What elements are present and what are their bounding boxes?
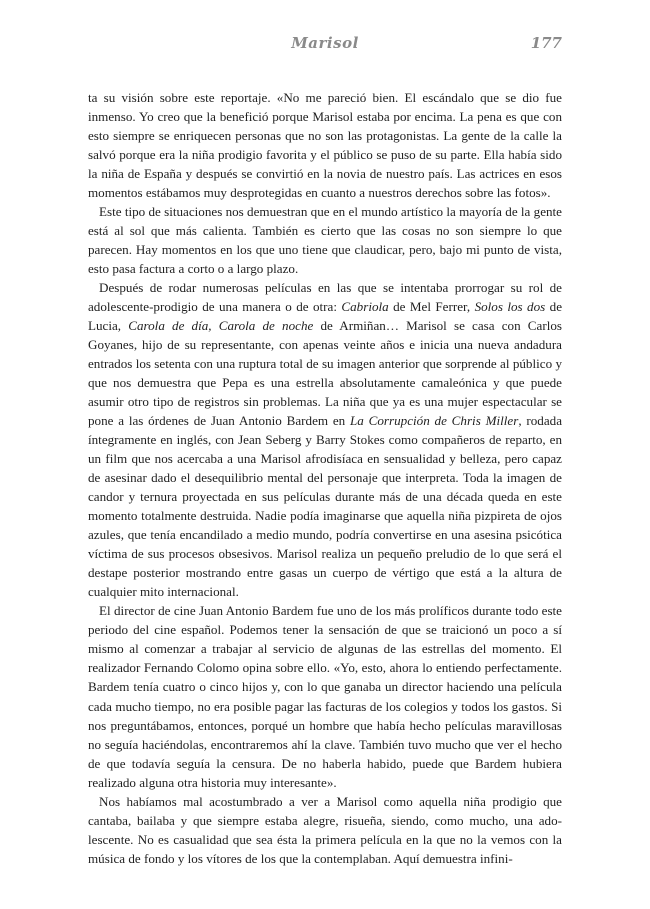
text-run: Este tipo de situaciones nos demuestran que en el mundo artístico la mayoría de la gente está al sol que más calienta. También es cierto que las cosas no son siempre lo que parecen. Hay momentos en los que uno tiene que claudicar, pero, bajo mi punto de vista, esto pasa factura a corto o a largo plazo. xyxy=(88,204,562,277)
paragraph xyxy=(88,278,562,601)
text-run: de Armiñan… Marisol se casa con Carlos Goyanes, hijo de su representante, con apenas veinte años e inicia una nueva andadura entrados los setenta con una ruptura total de su imagen anterior que sorprende al público y que nos demuestra que Pepa es una estrella absolutamente camaleónica y que puede asumir otro tipo de registros sin problemas. La niña que ya es una mujer espectacular se pone a las órdenes de Juan Antonio Bardem en xyxy=(88,318,562,429)
page-number: 177 xyxy=(530,34,562,52)
italic-title: Carola de día, Carola de noche xyxy=(128,318,314,334)
text-run: de Mel Ferrer, xyxy=(388,299,475,315)
italic-title: Cabriola xyxy=(341,299,389,315)
paragraph xyxy=(88,601,562,791)
body-text xyxy=(88,88,562,868)
text-run: Después de rodar numerosas películas en las que se intentaba prorrogar su rol de adolescente-prodigio de una manera o de otra: xyxy=(88,280,562,315)
text-run: Nos habíamos mal acostumbrado a ver a Marisol como aquella niña prodigio que cantaba, bailaba y que siempre estaba alegre, risueña, siendo, como mucho, una adolescente. No es casualidad que sea ésta la primera película en la que no la vemos con la música de fondo y los vítores de los que la contemplaban. Aquí demuestra infini- xyxy=(88,793,562,866)
paragraph xyxy=(88,792,562,868)
text-run: de Lucia, xyxy=(88,299,563,334)
text-run: El director de cine Juan Antonio Bardem fue uno de los más prolíficos durante todo este periodo del cine español. Podemos tener la sensación de que se traicionó un poco a sí mismo al comenzar a trabajar al servicio de algunas de las estrellas del momento. El realizador Fernando Colomo opina sobre ello. «Yo, esto, ahora lo entiendo perfectamente. Bardem tenía cuatro o cinco hijos y, con lo que ganaba un director haciendo una película cada mucho tiempo, no era posible pagar las facturas de los colegios y todos los gastos. Si nos preguntábamos, entonces, porqué un hombre que había hecho películas maravillosas no seguía haciéndolas, encontraremos ahí la clave. También tuvo mucho que ver el hecho de que todavía seguía la censura. De no haberla habido, puede que Bardem hubiera realizado alguna otra historia muy interesante». xyxy=(88,603,562,790)
running-title: Marisol xyxy=(291,34,359,52)
paragraph xyxy=(88,88,562,202)
italic-title: Solos los dos xyxy=(474,299,546,315)
running-head xyxy=(88,34,562,54)
italic-title: La Corrupción de Chris Miller xyxy=(350,413,519,429)
paragraph xyxy=(88,202,562,278)
text-run: , rodada íntegramente en inglés, con Jean Seberg y Barry Stokes como compañeros de reparto, en un film que nos acercaba a una Marisol afrodisíaca en sensualidad y belleza, pero capaz de asesinar dado el desequilibrio mental del personaje que interpreta. Toda la imagen de candor y ternura proyectada en sus películas durante más de una década queda en este momento totalmente destruida. Nadie podía imaginarse que aquella niña pizpireta de ojos azules, que tenía encandilado a medio mundo, podría convertirse en una asesina psicótica víctima de sus procesos obsesivos. Marisol realiza un pequeño preludio de lo que será el destape posterior mostrando entre gasas un cuerpo de vértigo que está a la altura de cualquier mito internacional. xyxy=(88,413,563,600)
text-run: ta su visión sobre este reportaje. «No me pareció bien. El escándalo que se dio fue inmenso. Yo creo que la benefició porque Marisol estaba por encima. La pena es que con esto siempre se enriquecen personas que no son las protagonistas. La gente de la calle la salvó porque era la niña prodigio favorita y el público se puso de su parte. Ella había sido la niña de España y después se convirtió en la novia de nuestro país. Las actrices en esos momentos estábamos muy desprotegidas en cuanto a nuestros derechos sobre las fotos». xyxy=(88,90,562,201)
